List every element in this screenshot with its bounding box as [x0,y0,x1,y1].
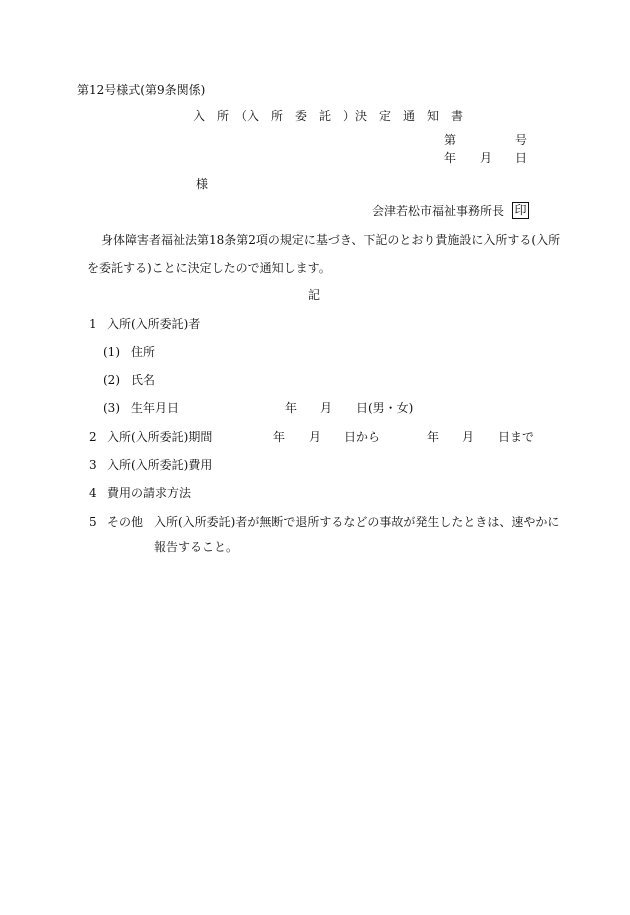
period-day-to: 日まで [498,430,535,444]
item3-number: 3 [89,458,97,472]
period-year-from: 年 [273,430,286,444]
number-label-left: 第 [444,133,457,147]
body-text-line1: 身体障害者福祉法第18条第2項の規定に基づき、下記のとおり貴施設に入所する(入所 [101,233,561,247]
addressee-suffix: 様 [196,177,209,191]
item1-label: 入所(入所委託)者 [107,317,201,331]
item4-number: 4 [89,486,97,500]
item4-label: 費用の請求方法 [107,486,192,500]
item2-number: 2 [89,430,97,444]
number-label-right: 号 [515,133,528,147]
item5-text-line1: 入所(入所委託)者が無断で退所するなどの事故が発生したときは、速やかに [154,515,560,529]
date-month: 月 [480,151,493,165]
item5-number: 5 [89,515,97,529]
body-text-line2: を委託する)ことに決定したので通知します。 [87,261,331,275]
ki-heading: 記 [308,288,321,302]
period-month-from: 月 [309,430,322,444]
period-month-to: 月 [462,430,475,444]
sub1-label: 住所 [131,345,156,359]
period-year-to: 年 [427,430,440,444]
seal-mark: 印 [512,202,529,219]
document-title: 入 所 （入 所 委 託 ）決 定 通 知 書 [193,109,464,123]
date-day: 日 [515,151,528,165]
item5-text-line2: 報告すること。 [154,540,239,554]
item2-label: 入所(入所委託)期間 [107,430,213,444]
item1-number: 1 [89,317,97,331]
birth-month: 月 [320,401,333,415]
sub2-number: (2) [103,373,120,387]
form-label: 第12号様式(第9条関係) [77,83,206,97]
sub3-number: (3) [103,401,120,415]
period-day-from: 日から [344,430,381,444]
birth-day-gender: 日(男・女) [356,401,414,415]
sub2-label: 氏名 [131,373,156,387]
date-year: 年 [444,151,457,165]
item3-label: 入所(入所委託)費用 [107,458,213,472]
sub1-number: (1) [103,345,120,359]
sub3-label: 生年月日 [131,401,180,415]
issuer-name: 会津若松市福祉事務所長 [372,204,505,218]
birth-year: 年 [285,401,298,415]
item5-label: その他 [107,515,144,529]
